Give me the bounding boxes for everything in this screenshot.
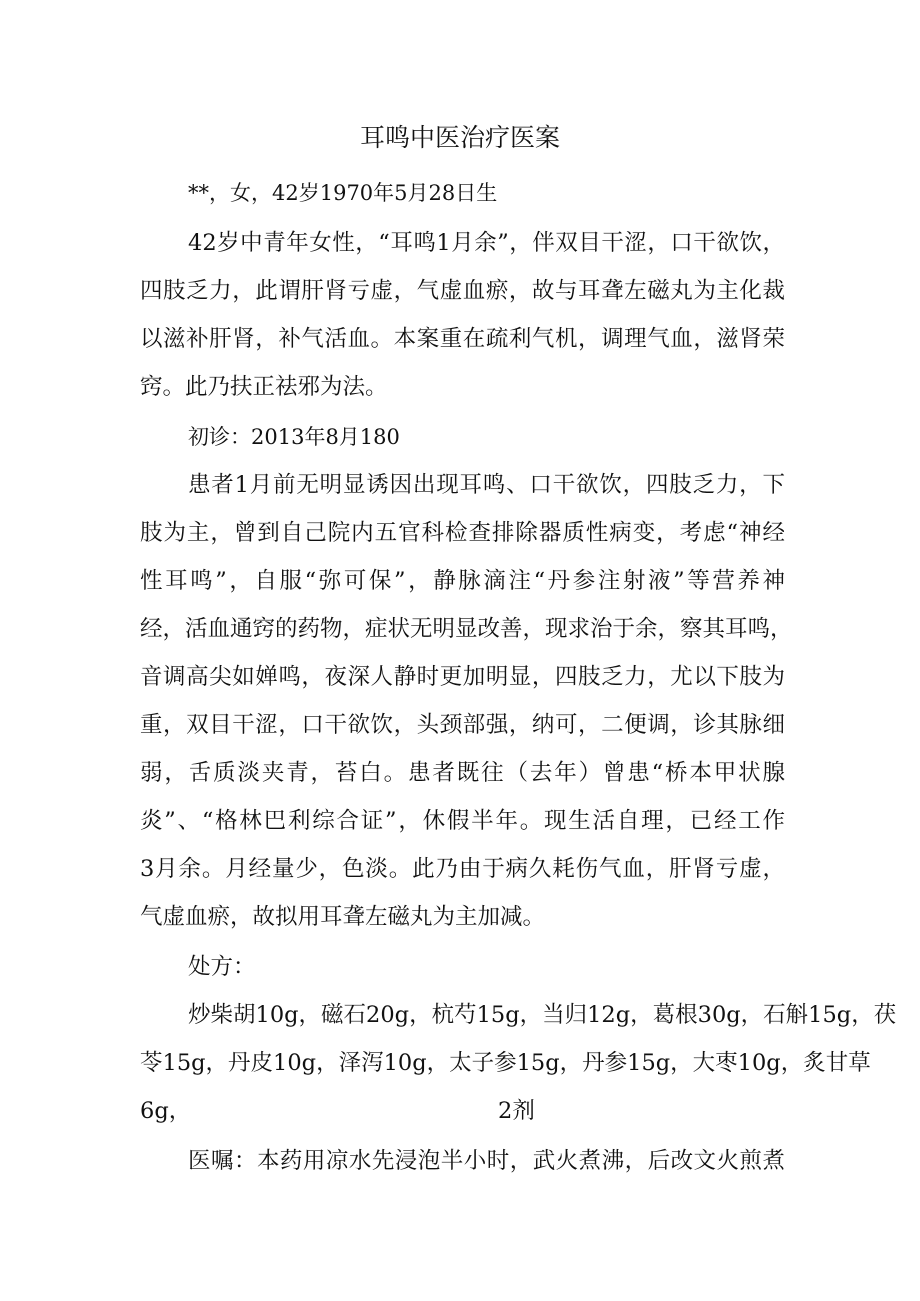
prescription-label: 处方： <box>188 954 256 980</box>
summary-line: 以滋补肝肾，补气活血。本案重在疏利气机，调理气血，滋肾荣 <box>140 326 785 352</box>
history-line: 肢为主，曾到自己院内五官科检查排除器质性病变，考虑“神经 <box>140 520 785 546</box>
dose-count: 2剂 <box>498 1098 535 1124</box>
history-line: 气虚血瘀，故拟用耳聋左磁丸为主加减。 <box>140 904 546 930</box>
summary-line: 四肢乏力，此谓肝肾亏虚，气虚血瘀，故与耳聋左磁丸为主化裁 <box>140 278 785 304</box>
history-line: 3月余。月经量少，色淡。此乃由于病久耗伤气血，肝肾亏虚， <box>140 856 785 882</box>
prescription-last-item: 6g， <box>140 1098 192 1124</box>
document-title: 耳鸣中医治疗医案 <box>359 123 560 152</box>
history-line: 音调高尖如婵鸣，夜深人静时更加明显，四肢乏力，尤以下肢为 <box>140 664 785 690</box>
history-line: 重，双目干涩，口干欲饮，头颈部强，纳可，二便调，诊其脉细 <box>140 712 785 738</box>
summary-line: 42岁中青年女性，“耳鸣1月余”，伴双目干涩，口干欲饮， <box>188 230 785 256</box>
prescription-line <box>140 1096 785 1126</box>
history-line: 经，活血通窍的药物，症状无明显改善，现求治于余，察其耳鸣， <box>140 616 793 642</box>
prescription-line: 苓15g，丹皮10g，泽泻10g，太子参15g，丹参15g，大枣10g，炙甘草 <box>140 1050 871 1076</box>
patient-info: **，女，42岁1970年5月28日生 <box>188 181 498 205</box>
history-line: 弱，舌质淡夹青，苔白。患者既往（去年）曾患“桥本甲状腺 <box>140 760 785 786</box>
history-line: 性耳鸣”，自服“弥可保”，静脉滴注“丹参注射液”等营养神 <box>140 568 785 594</box>
history-line: 患者1月前无明显诱因出现耳鸣、口干欲饮，四肢乏力，下 <box>188 472 785 498</box>
first-visit-date: 初诊：2013年8月180 <box>188 425 400 449</box>
summary-line: 窍。此乃扶正祛邪为法。 <box>140 374 388 400</box>
medical-advice: 医嘱：本药用凉水先浸泡半小时，武火煮沸，后改文火煎煮 <box>188 1148 785 1174</box>
prescription-line: 炒柴胡10g，磁石20g，杭芍15g，当归12g，葛根30g，石斛15g，茯 <box>188 1002 897 1028</box>
history-line: 炎”、“格林巴利综合证”，休假半年。现生活自理，已经工作 <box>140 808 785 834</box>
